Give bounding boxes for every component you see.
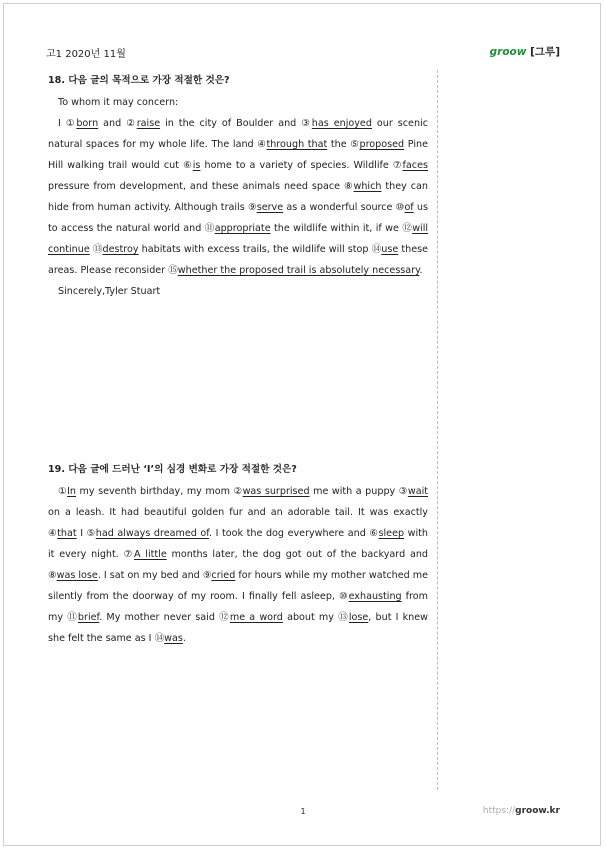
closing: Sincerely,Tyler Stuart — [58, 286, 161, 297]
question-18-title: 18. 다음 글의 목적으로 가장 적절한 것은? — [48, 75, 230, 86]
question-18-passage: I ①born and ②raise in the city of Boulder and ③has enjoyed our scenic natural spaces for my whole life. The land ④through that the ⑤proposed Pine Hill walking trail would cut ⑥is home to a variety of species. Wildlife ⑦faces pressure from development, and these animals need space ⑧which they can hide from human activity. Although trails ⑨serve as a wonderful source ⑩of us to access the natural world and ⑪appropriate the wildlife within it, if we ⑫will continue ⑬destroy habitats with excess trails, the wildlife will stop ⑭use these areas. Please reconsider ⑮whether the proposed trail is absolutely necessary. — [48, 118, 429, 276]
page-number: 1 — [300, 807, 306, 816]
question-19-title: 19. 다음 글에 드러난 ‘I’의 심경 변화로 가장 적절한 것은? — [48, 464, 297, 475]
exam-info: 고1 2020년 11월 — [46, 49, 126, 60]
question-19 — [48, 461, 428, 649]
groow-logo: groow [그루] — [489, 46, 560, 58]
column-divider — [437, 70, 438, 790]
greeting: To whom it may concern: — [58, 97, 179, 108]
question-19-passage: ①In my seventh birthday, my mom ②was surprised me with a puppy ③wait on a leash. It had beautiful golden fur and an adorable tail. It was exactly ④that I ⑤had always dreamed of. I took the dog everywhere and ⑥sleep with it every night. ⑦A little months later, the dog got out of the backyard and ⑧was lose. I sat on my bed and ⑨cried for hours while my mother watched me silently from the doorway of my room. I finally fell asleep, ⑩exhausting from my ⑪brief. My mother never said ⑫me a word about my ⑬lose, but I knew she felt the same as I ⑭was. — [48, 486, 429, 644]
footer-url[interactable]: https://groow.kr — [482, 806, 560, 816]
question-18 — [48, 72, 428, 302]
